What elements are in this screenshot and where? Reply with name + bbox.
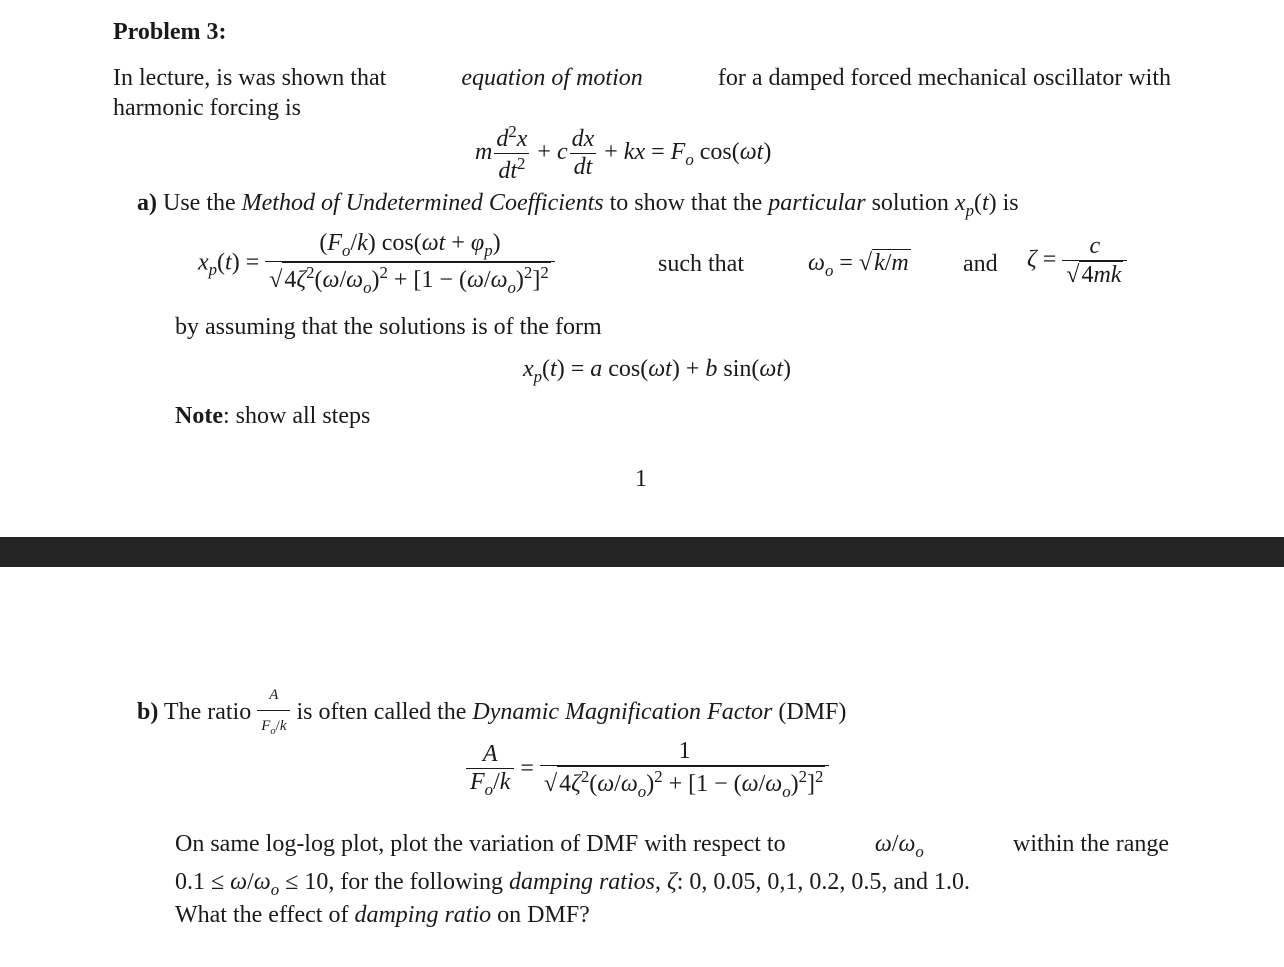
note-label: Note (175, 403, 223, 429)
part-a-text-3: solution (871, 190, 949, 216)
question-line (175, 900, 590, 930)
note-line (175, 401, 370, 431)
question-emph: damping ratio (354, 902, 492, 928)
assumed-form-formula: $x_p(t) = a$ cos(ωt) + b sin(ωt) (523, 356, 792, 386)
equation-of-motion: m $\frac{d^2x}{dt^2}$ + c $\frac{dx}{dt}$ + kx = $F_o$ cos(ωt) (475, 122, 772, 184)
plot-text-2: within the range (1013, 831, 1169, 857)
part-b-text-3: (DMF) (778, 699, 847, 726)
page-divider (0, 537, 1284, 567)
particular-solution-formula: $x_p(t)$ = $\frac{(F_o/k) \cos(\omega t + \varphi_p)}{√4\zeta^2(\omega/\omega_o)^2 + [1 - (\omega/\omega_o)^2]^2}$ (198, 230, 555, 298)
part-a-label: a) (137, 190, 157, 216)
part-b-statement: b) The ratio $\frac{A}{F_o/k}$ is often called the Dynamic Magnification Factor (DMF) (137, 680, 846, 747)
dmf-formula: $\frac{A}{F_o/k}$ = $\frac{1}{√4\zeta^2(\omega/\omega_o)^2 + [1 - (\omega/\omega_o)^2]^2}$ (466, 738, 829, 802)
part-a-emph-2: particular (768, 190, 866, 216)
natural-frequency-formula: $\omega_o = √k/m$ (808, 250, 909, 280)
note-text: : show all steps (222, 403, 371, 429)
page-number: 1 (635, 466, 647, 492)
assuming-text: by assuming that the solutions is of the form (175, 314, 602, 340)
plot-emph: damping ratios (508, 868, 655, 895)
and-text: and (963, 251, 998, 277)
part-a-statement: a) Use the Method of Undetermined Coefficients to show that the particular solution $x_p(t)$ is (137, 190, 1019, 220)
part-b-text-1: The ratio (163, 699, 252, 726)
part-b-text-2: is often called the (296, 699, 467, 726)
intro-emph: equation of motion (461, 65, 643, 91)
part-a-text-1: Use the (163, 190, 236, 216)
plot-instruction: On same log-log plot, plot the variation of DMF with respect to $\omega/\omega_o$ within the range $0.1 \le \omega/\omega_o \le 10$, for the following damping ratios, ζ: 0, 0.05, 0,1, 0.2, 0.5, and 1.0. (175, 831, 1169, 899)
damping-ratio-formula: ζ = $\frac{c}{√4mk}$ (1027, 233, 1127, 289)
question-text-1: What the effect of (175, 902, 349, 928)
intro-text-1: In lecture, is was shown that (113, 65, 387, 91)
part-b-emph: Dynamic Magnification Factor (472, 699, 773, 726)
part-a-emph-1: Method of Undetermined Coefficients (241, 190, 604, 216)
intro-text-3: harmonic forcing is (113, 95, 301, 121)
part-a-text-2: to show that the (609, 190, 763, 216)
part-b-label: b) (137, 699, 159, 726)
question-text-2: on DMF? (497, 902, 590, 928)
problem-title: Problem 3: (113, 19, 227, 45)
plot-text-4: : 0, 0.05, 0,1, 0.2, 0.5, and 1.0. (676, 868, 971, 895)
plot-text-3: for the following (340, 868, 503, 895)
such-that-text: such that (658, 251, 744, 277)
intro-text-2: for a damped forced mechanical oscillator with (717, 65, 1171, 91)
plot-text-1: On same log-log plot, plot the variation of DMF with respect to (175, 831, 786, 857)
part-a-text-4: is (1002, 190, 1019, 216)
intro-paragraph (113, 63, 1173, 123)
